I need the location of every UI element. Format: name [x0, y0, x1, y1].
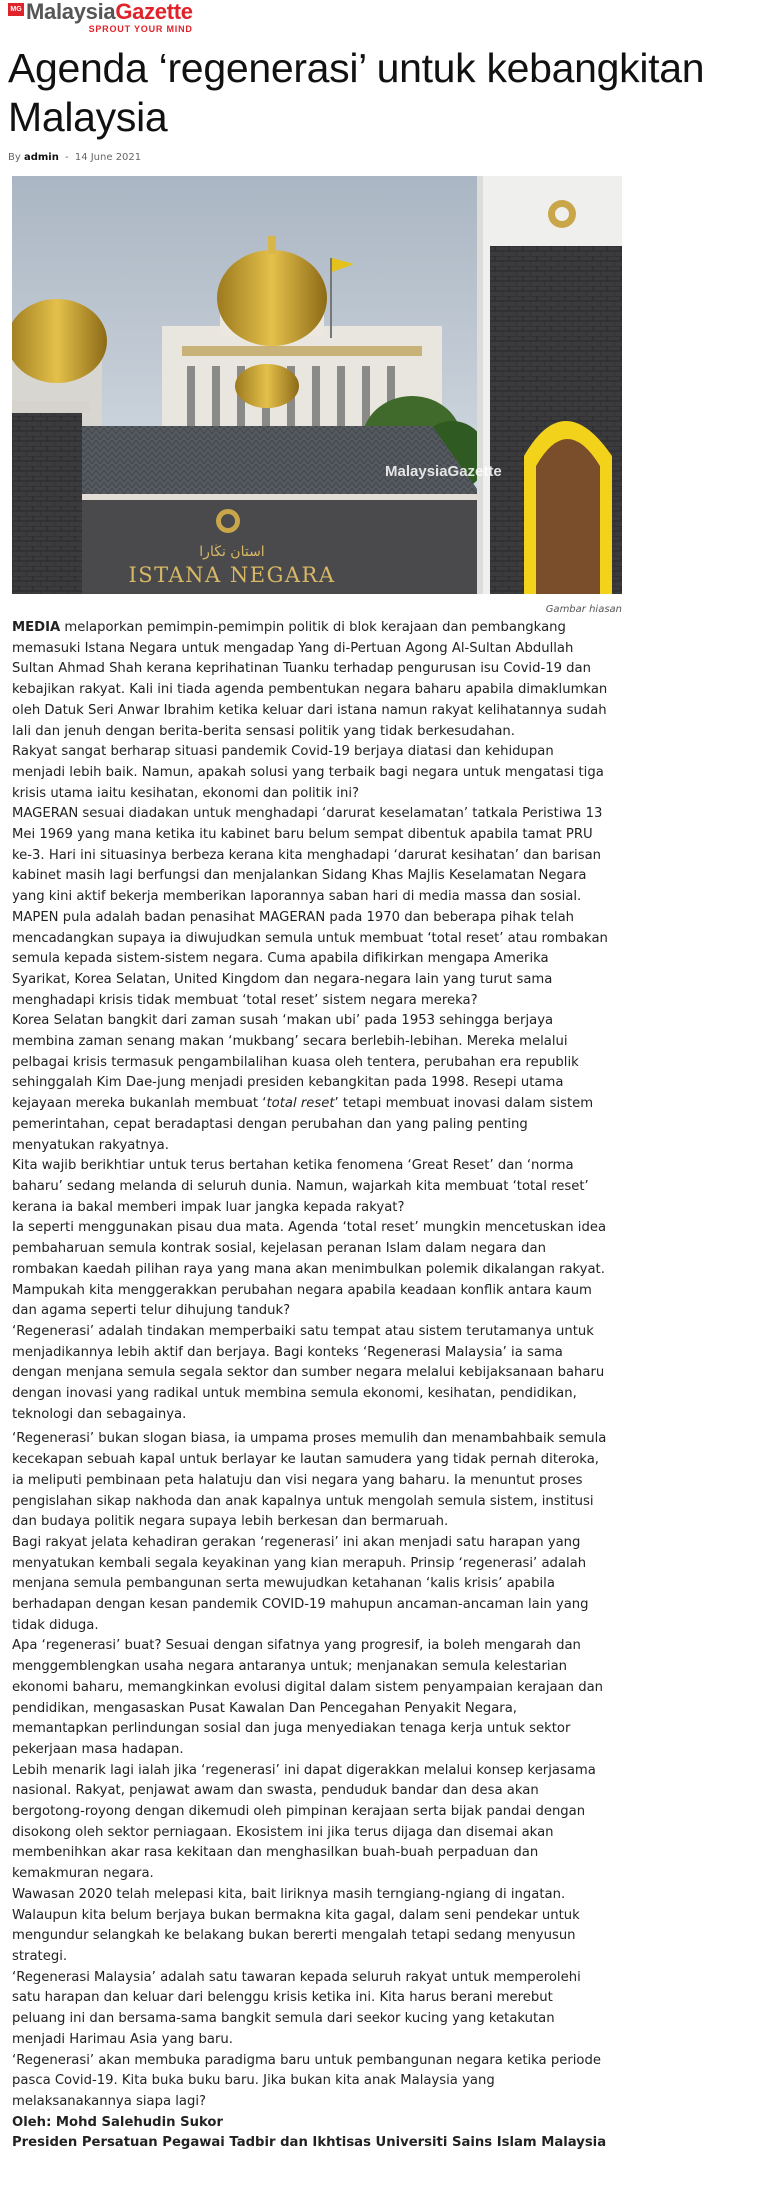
article-date: 14 June 2021 [74, 152, 142, 163]
p5-part-b: ’ tetapi membuat inovasi dalam sistem pemerintahan, cepat beradaptasi dengan perubahan dan yang paling penting menyatukan rakyatnya. [12, 1096, 594, 1153]
paragraph-10: Bagi rakyat jelata kehadiran gerakan ‘regenerasi’ ini akan menjadi satu harapan yang menyatukan kembali segala keyakinan yang kian merapuh. Prinsip ‘regenerasi’ adalah menjana semula pembangunan serta mewujudkan ketahanan ‘kalis krisis’ apabila berhadapan dengan kesan pandemik COVID-19 mahupun ancaman-ancaman lain yang tidak diduga. [12, 1534, 589, 1633]
paragraph-12: Lebih menarik lagi ialah jika ‘regenerasi’ ini dapat digerakkan melalui konsep kerjasama nasional. Rakyat, penjawat awam dan swasta, penduduk bandar dan desa akan bergotong-royong dengan dikemudi oleh pimpinan kerajaan serta bijak pandai dengan disokong oleh sektor perniagaan. Ekosistem ini jika terus dijaga dan disemai akan membenihkan akar rasa kekitaan dan menghasilkan buah-buah perpaduan dan kemakmuran negara. [12, 1762, 596, 1882]
article-body [12, 618, 608, 2154]
lead-text: melaporkan pemimpin-pemimpin politik di blok kerajaan dan pembangkang memasuki Istana Negara untuk mengadap Yang di-Pertuan Agong Al-Sultan Abdullah Sultan Ahmad Shah kerana keprihatinan Tuanku terhadap pengurusan isu Covid-19 dan kebajikan rakyat. Kali ini tiada agenda pembentukan negara baharu apabila dimaklumkan oleh Datuk Seri Anwar Ibrahim ketika keluar dari istana namun rakyat kelihatannya sudah lali dan jenuh dengan berita-berita sensasi politik yang tidak berkesudahan. [12, 620, 608, 739]
paragraph-4: MAPEN pula adalah badan penasihat MAGERAN pada 1970 dan beberapa pihak telah mencadangkan supaya ia diwujudkan semula untuk membuat ‘total reset’ atau rombakan semula kepada sistem-sistem negara. Cuma apabila difikirkan mengapa Amerika Syarikat, Korea Selatan, United Kingdom dan negara-negara lain yang turut sama menghadapi krisis tidak membuat ‘total reset’ sistem negara mereka? [12, 909, 608, 1008]
paragraph-8: ‘Regenerasi’ adalah tindakan memperbaiki satu tempat atau sistem terutamanya untuk menjadikannya lebih aktif dan berjaya. Bagi konteks ‘Regenerasi Malaysia’ ia sama dengan menjana semula segala sektor dan sumber negara melalui kebijaksanaan baharu dengan inovasi yang radikal untuk membina semula ekonomi, kesihatan, pendidikan, teknologi dan sebagainya. [12, 1323, 605, 1422]
author-position: Presiden Persatuan Pegawai Tadbir dan Ikhtisas Universiti Sains Islam Malaysia [12, 2135, 607, 2151]
site-logo[interactable] [8, 1, 193, 34]
paragraph-6: Kita wajib berikhtiar untuk terus bertahan ketika fenomena ‘Great Reset’ dan ‘norma baharu’ sedang melanda di seluruh dunia. Namun, wajarkah kita membuat ‘total reset’ kerana ia bakal memberi impak luar jangka kepada rakyat? [12, 1158, 589, 1215]
p5-italic: total reset [266, 1096, 335, 1112]
image-caption: Gambar hiasan [545, 604, 622, 615]
paragraph-3: MAGERAN sesuai diadakan untuk menghadapi ‘darurat keselamatan’ tatkala Peristiwa 13 Mei 1969 yang mana ketika itu kabinet baru belum sempat dibentuk apabila tamat PRU ke-3. Hari ini situasinya berbeza kerana kita menghadapi ‘darurat kesihatan’ dan barisan kabinet masih lagi berfungsi dan menjalankan Sidang Khas Majlis Keselamatan Negara yang kini aktif bekerja memberikan laporannya saban hari di media massa dan sosial. [12, 806, 603, 905]
sign-arabic: استان نڬارا [199, 544, 265, 560]
paragraph-11: Apa ‘regenerasi’ buat? Sesuai dengan sifatnya yang progresif, ia boleh mengarah dan menggemblengkan usaha negara antaranya untuk; menjanakan semula kelestarian ekonomi baharu, memangkinkan evolusi digital dalam sistem penyampaian kerajaan dan pendidikan, mengasaskan Pusat Kawalan Dan Pencegahan Penyakit Negara, memantapkan perlindungan sosial dan juga menyediakan tenaga kerja untuk sektor pekerjaan masa hadapan. [12, 1638, 604, 1757]
hero-image [12, 176, 622, 594]
by-label: By [8, 152, 21, 163]
paragraph-15: ‘Regenerasi’ akan membuka paradigma baru untuk pembangunan negara ketika periode pasca Covid-19. Kita buka buku baru. Jika bukan kita anak Malaysia yang melaksanakannya siapa lagi? [12, 2052, 601, 2109]
article-meta [8, 152, 764, 166]
logo-mark: MG [8, 3, 24, 16]
image-watermark: MalaysiaGazette [385, 463, 502, 480]
p5-part-a: Korea Selatan bangkit dari zaman susah ‘makan ubi’ pada 1953 sehingga berjaya membina zaman senang makan ‘mukbang’ secara berlebih-lebihan. Mereka melalui pelbagai krisis termasuk pengambilalihan kuasa oleh tentera, perubahan era republik sehinggalah Kim Dae-jung menjadi presiden kebangkitan pada 1998. Resepi utama kejayaan mereka bukanlah membuat ‘ [12, 1013, 579, 1112]
paragraph-5 [12, 1011, 608, 1156]
logo-name [26, 1, 193, 23]
paragraph-14: ‘Regenerasi Malaysia’ adalah satu tawaran kepada seluruh rakyat untuk memperolehi satu harapan dan keluar dari belenggu krisis ketika ini. Kita harus berani merebut peluang ini dan bersama-sama bangkit semula dari seekor kucing yang ketakutan menjadi Harimau Asia yang baru. [12, 1969, 581, 2047]
site-header [8, 0, 764, 40]
paragraph-13: Wawasan 2020 telah melepasi kita, bait liriknya masih terngiang-ngiang di ingatan. Walaupun kita belum berjaya bukan bermakna kita gagal, dalam seni pendekar untuk mengundur selangkah ke belakang bukan bererti mengalah tetapi sedang menyusun strategi. [12, 1886, 580, 1964]
sign-latin: ISTANA NEGARA [128, 563, 336, 587]
article-title: Agenda ‘regenerasi’ untuk kebangkitan Malaysia [8, 45, 705, 140]
logo-text [26, 1, 193, 34]
paragraph-7: Ia seperti menggunakan pisau dua mata. Agenda ‘total reset’ mungkin mencetuskan idea pembaharuan semula kontrak sosial, kejelasan peranan Islam dalam negara dan rombakan kaedah pilihan raya yang mana akan menimbulkan polemik dikalangan rakyat. Mampukah kita menggerakkan perubahan negara apabila keadaan konflik antara kaum dan agama seperti telur dihujung tanduk? [12, 1220, 607, 1319]
hero-image-illustration [12, 176, 622, 594]
author-byline: Oleh: Mohd Salehudin Sukor [12, 2114, 223, 2130]
paragraph-1 [12, 618, 608, 742]
lead-bold: MEDIA [12, 620, 61, 635]
author-link[interactable]: admin [23, 152, 59, 163]
logo-name-part1: Malaysia [26, 0, 116, 24]
paragraph-2: Rakyat sangat berharap situasi pandemik Covid-19 berjaya diatasi dan kehidupan menjadi lebih baik. Namun, apakah solusi yang terbaik bagi negara untuk mengatasi tiga krisis utama iaitu kesihatan, ekonomi dan politik ini? [12, 744, 604, 801]
logo-name-part2: Gazette [115, 0, 193, 24]
logo-tagline: SPROUT YOUR MIND [88, 24, 193, 34]
paragraph-9: ‘Regenerasi’ bukan slogan biasa, ia umpama proses memulih dan menambahbaik semula kecekapan sebuah kapal untuk berlayar ke lautan samudera yang tidak pernah diteroka, ia meliputi pembinaan peta halatuju dan visi negara yang baharu. Ia menuntut proses pengislahan sikap nakhoda dan anak kapalnya untuk mengolah semula sistem, institusi dan budaya politik negara supaya lebih berkesan dan bermaruah. [12, 1431, 607, 1530]
meta-dash: - [65, 152, 69, 163]
